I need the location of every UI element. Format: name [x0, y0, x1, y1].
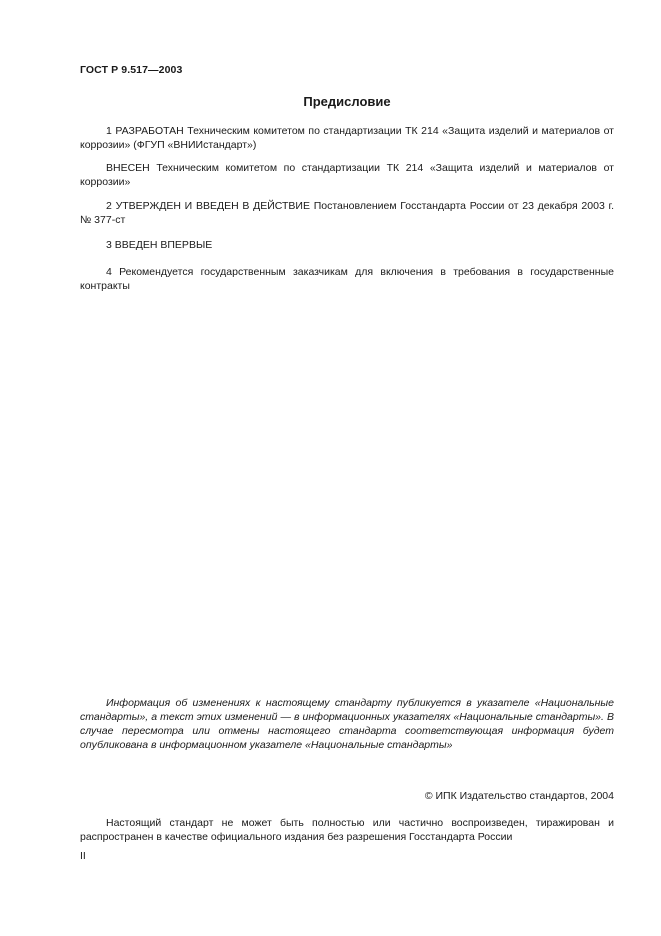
page-number: II [80, 850, 86, 862]
page-title: Предисловие [303, 94, 391, 109]
standard-code-header: ГОСТ Р 9.517—2003 [80, 64, 183, 76]
reproduction-notice: Настоящий стандарт не может быть полностью или частично воспроизведен, тиражирован и распространен в качестве официального издания без разрешения Госстандарта России [80, 817, 614, 843]
foreword-paragraph-first-introduced: 3 ВВЕДЕН ВПЕРВЫЕ [106, 239, 213, 251]
foreword-paragraph-introduced: ВНЕСЕН Техническим комитетом по стандартизации ТК 214 «Защита изделий и материалов от коррозии» [80, 162, 614, 188]
copyright-line: © ИПК Издательство стандартов, 2004 [424, 790, 614, 802]
foreword-paragraph-approved: 2 УТВЕРЖДЕН И ВВЕДЕН В ДЕЙСТВИЕ Постановлением Госстандарта России от 23 декабря 2003 г. № 377-ст [80, 200, 614, 226]
foreword-paragraph-recommendation: 4 Рекомендуется государственным заказчикам для включения в требования в государственные контракты [80, 266, 614, 292]
foreword-paragraph-developed: 1 РАЗРАБОТАН Техническим комитетом по стандартизации ТК 214 «Защита изделий и материалов от коррозии» (ФГУП «ВНИИстандарт») [80, 125, 614, 151]
amendments-info-note: Информация об изменениях к настоящему стандарту публикуется в указателе «Национальные стандарты», а текст этих изменений — в информационных указателях «Национальные стандарты». В случае пересмотра или отмены настоящего стандарта соответствующая информация будет опубликована в информационном указателе «Национальные стандарты» [80, 697, 614, 751]
